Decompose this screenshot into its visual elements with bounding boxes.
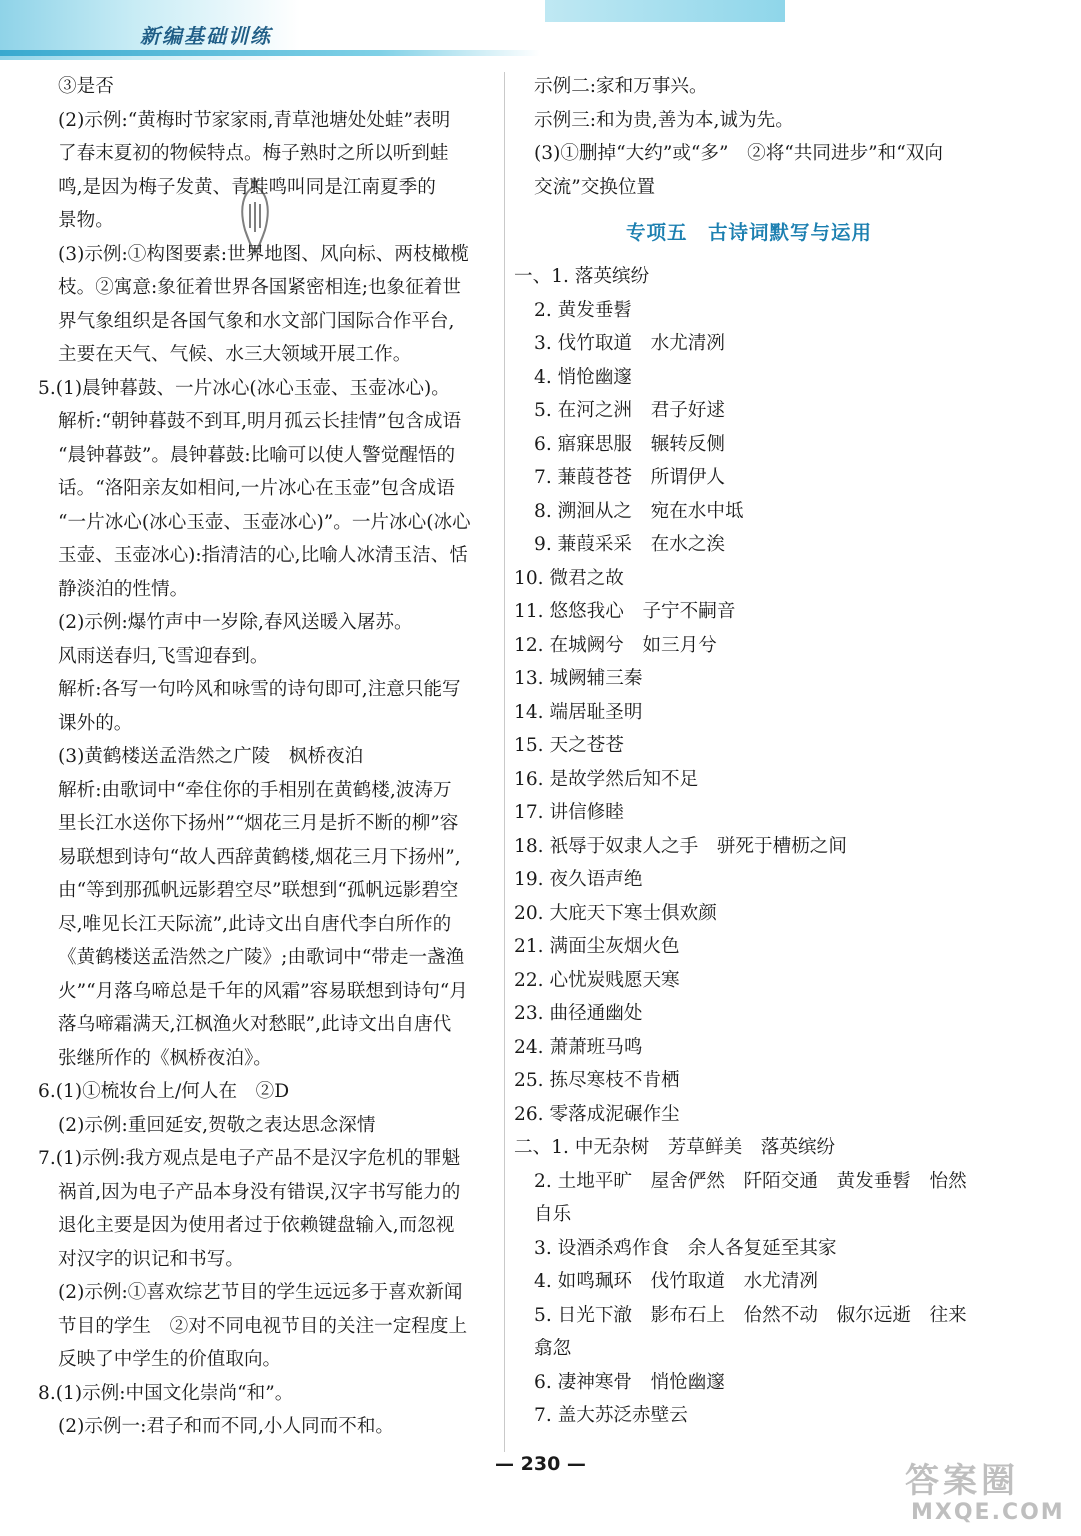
answer-line: (3)示例:①构图要素:世界地图、风向标、两枝橄榄 <box>58 243 469 265</box>
answer-line: (3)①删掉“大约”或“多” ②将“共同进步”和“双向 <box>534 143 943 164</box>
list-item: 11. 悠悠我心 子宁不嗣音 <box>514 601 736 622</box>
part-1-item: 一、1. 落英缤纷 <box>514 266 650 287</box>
part-2-item: 二、1. 中无杂树 芳草鲜美 落英缤纷 <box>514 1137 836 1158</box>
answer-line: 玉壶、玉壶冰心):指清洁的心,比喻人冰清玉洁、恬 <box>58 545 468 566</box>
list-item: 7. 盖大苏泛赤壁云 <box>534 1405 688 1426</box>
answer-line: 祸首,因为电子产品本身没有错误,汉字书写能力的 <box>58 1181 461 1203</box>
answer-line: 《黄鹤楼送孟浩然之广陵》;由歌词中“带走一盏渔 <box>58 947 465 968</box>
answer-line: 张继所作的《枫桥夜泊》。 <box>58 1047 272 1069</box>
watermark-logo <box>905 1462 1070 1532</box>
list-item: 4. 如鸣珮环 伐竹取道 水尤清冽 <box>534 1271 818 1292</box>
list-item: 22. 心忧炭贱愿天寒 <box>514 969 680 991</box>
list-item-continued: 翕忽 <box>534 1338 572 1359</box>
answer-line: 静淡泊的性情。 <box>58 578 189 600</box>
list-item-continued: 自乐 <box>534 1204 572 1225</box>
list-item: 5. 在河之洲 君子好逑 <box>534 400 725 421</box>
answer-line: (2)示例:“黄梅时节家家雨,青草池塘处处蛙”表明 <box>58 109 451 131</box>
list-item: 12. 在城阙兮 如三月兮 <box>514 634 717 656</box>
answer-line: 尽,唯见长江天际流”,此诗文出自唐代李白所作的 <box>58 913 452 935</box>
answer-line: 了春末夏初的物候特点。梅子熟时之所以听到蛙 <box>58 143 449 164</box>
list-item: 24. 萧萧班马鸣 <box>514 1036 643 1058</box>
answer-line: 节目的学生 ②对不同电视节目的关注一定程度上 <box>58 1315 468 1337</box>
answer-line: (3)黄鹤楼送孟浩然之广陵 枫桥夜泊 <box>58 746 364 767</box>
answer-line: 课外的。 <box>58 712 133 734</box>
column-divider <box>504 72 505 1452</box>
section-title: 专项五 古诗词默写与运用 <box>625 221 872 244</box>
list-item: 25. 拣尽寒枝不肯栖 <box>514 1070 680 1091</box>
answer-line: 枝。②寓意:象征着世界各国紧密相连;也象征着世 <box>58 277 461 298</box>
answer-line: 风雨送春归,飞雪迎春到。 <box>58 645 269 667</box>
list-item: 15. 天之苍苍 <box>514 735 624 756</box>
right-column <box>514 70 984 1433</box>
page-number: — 230 — <box>495 1453 586 1475</box>
answer-line: 景物。 <box>58 210 114 231</box>
header-band-right <box>545 0 785 22</box>
answer-line: 话。“洛阳亲友如相问,一片冰心在玉壶”包含成语 <box>58 478 455 499</box>
list-item: 23. 曲径通幽处 <box>514 1003 643 1024</box>
answer-line: 反映了中学生的价值取向。 <box>58 1349 282 1370</box>
answer-line: 里长江水送你下扬州”“烟花三月是折不断的柳”容 <box>58 813 459 834</box>
list-item: 6. 寤寐思服 辗转反侧 <box>534 433 725 455</box>
answer-line: 主要在天气、气候、水三大领域开展工作。 <box>58 344 412 365</box>
answer-line: 易联想到诗句“故人西辞黄鹤楼,烟花三月下扬州”, <box>58 846 461 868</box>
list-item: 3. 设酒杀鸡作食 余人各复延至其家 <box>534 1237 837 1259</box>
list-item: 2. 黄发垂髫 <box>534 299 633 321</box>
list-item: 17. 讲信修睦 <box>514 802 624 823</box>
answer-line: (2)示例:①喜欢综艺节目的学生远远多于喜欢新闻 <box>58 1282 463 1303</box>
list-item: 20. 大庇天下寒士俱欢颜 <box>514 902 717 924</box>
watermark-bottom: MXQE.COM <box>911 1500 1065 1525</box>
answer-line: 对汉字的识记和书写。 <box>58 1248 244 1270</box>
answer-line: 解析:“朝钟暮鼓不到耳,明月孤云长挂情”包含成语 <box>58 411 462 432</box>
list-item: 9. 蒹葭采采 在水之涘 <box>534 534 725 555</box>
list-item: 6. 凄神寒骨 悄怆幽邃 <box>534 1371 725 1393</box>
answer-line: 火”“月落乌啼总是千年的风霜”容易联想到诗句“月 <box>58 980 468 1002</box>
answer-line: “晨钟暮鼓”。晨钟暮鼓:比喻可以使人警觉醒悟的 <box>58 444 456 466</box>
list-item: 21. 满面尘灰烟火色 <box>514 936 680 957</box>
answer-line: 退化主要是因为使用者过于依赖键盘输入,而忽视 <box>58 1215 455 1236</box>
list-item: 10. 微君之故 <box>514 567 624 589</box>
list-item: 19. 夜久语声绝 <box>514 869 643 890</box>
question-6: 6.(1)①梳妆台上/何人在 ②D <box>38 1081 290 1102</box>
header-stripe <box>0 50 540 56</box>
answer-line: 由“等到那孤帆远影碧空尽”联想到“孤帆远影碧空 <box>58 880 459 901</box>
list-item: 14. 端居耻圣明 <box>514 701 643 723</box>
list-item: 2. 土地平旷 屋舍俨然 阡陌交通 黄发垂髫 怡然 <box>534 1170 967 1192</box>
answer-line: 解析:由歌词中“牵住你的手相别在黄鹤楼,波涛万 <box>58 779 452 801</box>
watermark-top: 答案圈 <box>905 1461 1019 1501</box>
answer-line: (2)示例:重回延安,贺敬之表达思念深情 <box>58 1114 376 1136</box>
question-7: 7.(1)示例:我方观点是电子产品不是汉字危机的罪魁 <box>38 1148 461 1169</box>
answer-line: “一片冰心(冰心玉壶、玉壶冰心)”。一片冰心(冰心 <box>58 511 471 533</box>
answer-line: ③是否 <box>58 76 114 97</box>
question-5: 5.(1)晨钟暮鼓、一片冰心(冰心玉壶、玉壶冰心)。 <box>38 377 450 399</box>
answer-line: 示例三:和为贵,善为本,诚为先。 <box>534 109 794 131</box>
answer-line: 鸣,是因为梅子发黄、青蛙鸣叫同是江南夏季的 <box>58 176 436 198</box>
list-item: 16. 是故学然后知不足 <box>514 768 699 790</box>
answer-line: 示例二:家和万事兴。 <box>534 76 708 97</box>
list-item: 13. 城阙辅三秦 <box>514 668 643 689</box>
answer-line: (2)示例一:君子和而不同,小人同而不和。 <box>58 1416 395 1437</box>
answer-line: (2)示例:爆竹声中一岁除,春风送暖入屠苏。 <box>58 612 413 633</box>
list-item: 3. 伐竹取道 水尤清冽 <box>534 333 725 354</box>
list-item: 8. 溯洄从之 宛在水中坻 <box>534 500 744 522</box>
book-title: 新编基础训练 <box>140 24 272 48</box>
list-item: 5. 日光下澈 影布石上 佁然不动 俶尔远逝 往来 <box>534 1304 967 1326</box>
list-item: 7. 蒹葭苍苍 所谓伊人 <box>534 467 725 488</box>
list-item: 4. 悄怆幽邃 <box>534 366 633 388</box>
answer-line: 解析:各写一句吟风和咏雪的诗句即可,注意只能写 <box>58 679 461 700</box>
answer-line: 界气象组织是各国气象和水文部门国际合作平台, <box>58 310 455 332</box>
answer-line: 落乌啼霜满天,江枫渔火对愁眠”,此诗文出自唐代 <box>58 1014 452 1035</box>
answer-line: 交流”交换位置 <box>534 176 656 198</box>
list-item: 26. 零落成泥碾作尘 <box>514 1103 680 1125</box>
question-8: 8.(1)示例:中国文化崇尚“和”。 <box>38 1382 294 1404</box>
left-column <box>38 70 498 1444</box>
list-item: 18. 祇辱于奴隶人之手 骈死于槽枥之间 <box>514 835 847 857</box>
